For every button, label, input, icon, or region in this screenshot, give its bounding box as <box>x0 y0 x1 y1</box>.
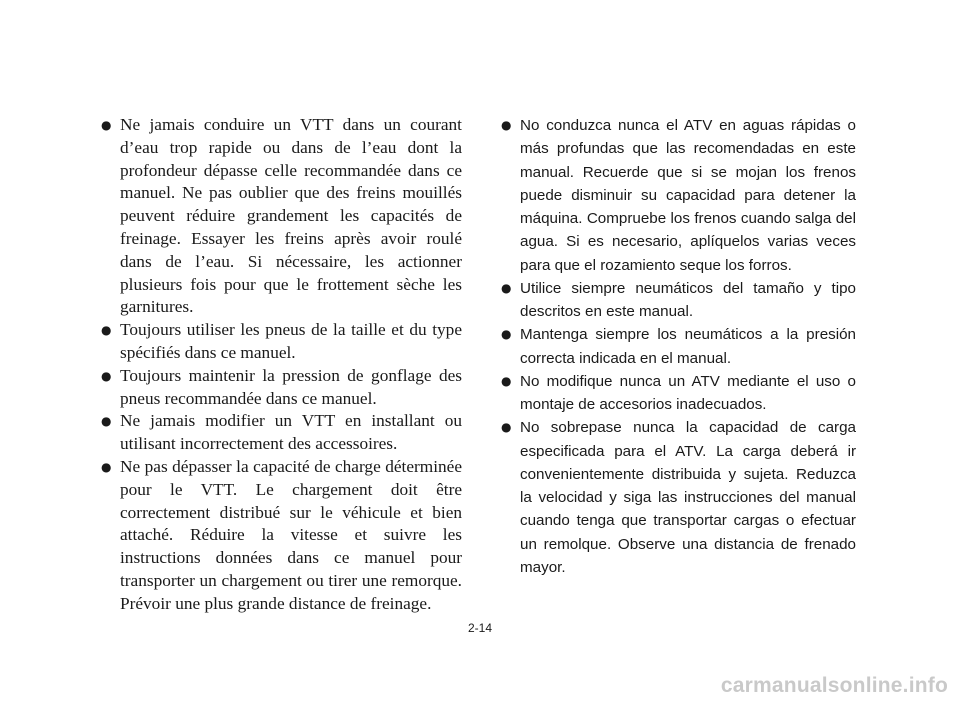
spanish-warning-list <box>500 114 856 579</box>
spanish-warning-text: No conduzca nunca el ATV en aguas rápidas o más profundas que las recomendadas en este manual. Recuerde que si se mojan los frenos puede disminuir su capacidad para detener la máquina. Compruebe los frenos cuando salga del agua. Si es necesario, aplíquelos varias veces para que el rozamiento seque los forros. <box>520 117 856 274</box>
watermark: carmanualsonline.info <box>720 674 948 697</box>
french-warning-list <box>100 114 462 616</box>
spanish-warning-item <box>500 416 856 579</box>
bullet-icon: ● <box>101 368 112 383</box>
bullet-icon: ● <box>501 118 512 132</box>
spanish-warning-item <box>500 277 856 324</box>
bullet-icon: ● <box>501 280 512 295</box>
french-warning-text: Ne pas dépasser la capacité de charge déterminée pour le VTT. Le chargement doit être correctement distribué sur le véhicule et bien attaché. Réduire la vitesse et suivre les instructions données dans ce manuel pour transporter un chargement ou tirer une remorque. Prévoir une plus grande distance de freinage. <box>120 456 462 613</box>
spanish-warning-text: Utilice siempre neumáticos del tamaño y tipo descritos en este manual. <box>520 279 856 320</box>
bullet-icon: ● <box>101 414 112 429</box>
spanish-warning-item <box>500 323 856 370</box>
french-warning-item <box>100 319 462 365</box>
spanish-warning-text: Mantenga siempre los neumáticos a la presión correcta indicada en el manual. <box>520 326 856 367</box>
spanish-warning-text: No sobrepase nunca la capacidad de carga especificada para el ATV. La carga deberá ir convenientemente distribuida y sujeta. Reduzca la velocidad y siga las instrucciones del manual cuando tenga que transportar cargas o efectuar un remolque. Observe una distancia de frenado mayor. <box>520 419 856 576</box>
french-warning-text: Ne jamais conduire un VTT dans un courant d’eau trop rapide ou dans de l’eau dont la profondeur dépasse celle recommandée dans ce manuel. Ne pas oublier que des freins mouillés peuvent réduire grandement les capacités de freinage. Essayer les freins après avoir roulé dans de l’eau. Si nécessaire, les actionner plusieurs fois pour que le frottement sèche les garnitures. <box>120 115 462 317</box>
spanish-warning-text: No modifique nunca un ATV mediante el uso o montaje de accesorios inadecuados. <box>520 372 856 413</box>
french-warning-item <box>100 410 462 456</box>
french-warning-item <box>100 456 462 616</box>
bullet-icon: ● <box>101 118 112 132</box>
french-warning-item <box>100 114 462 319</box>
bullet-icon: ● <box>501 420 512 435</box>
bullet-icon: ● <box>101 323 112 338</box>
spanish-warning-item <box>500 370 856 417</box>
bullet-icon: ● <box>501 373 512 388</box>
french-warning-text: Toujours maintenir la pression de gonflage des pneus recommandée dans ce manuel. <box>120 365 462 408</box>
bullet-icon: ● <box>101 459 112 474</box>
french-warning-text: Ne jamais modifier un VTT en installant ou utilisant incorrectement des accessoires. <box>120 411 462 454</box>
page-number: 2-14 <box>467 621 493 635</box>
spanish-warning-item <box>500 114 856 277</box>
french-warning-text: Toujours utiliser les pneus de la taille et du type spécifiés dans ce manuel. <box>120 320 462 362</box>
french-warning-item <box>100 365 462 411</box>
bullet-icon: ● <box>501 327 512 342</box>
